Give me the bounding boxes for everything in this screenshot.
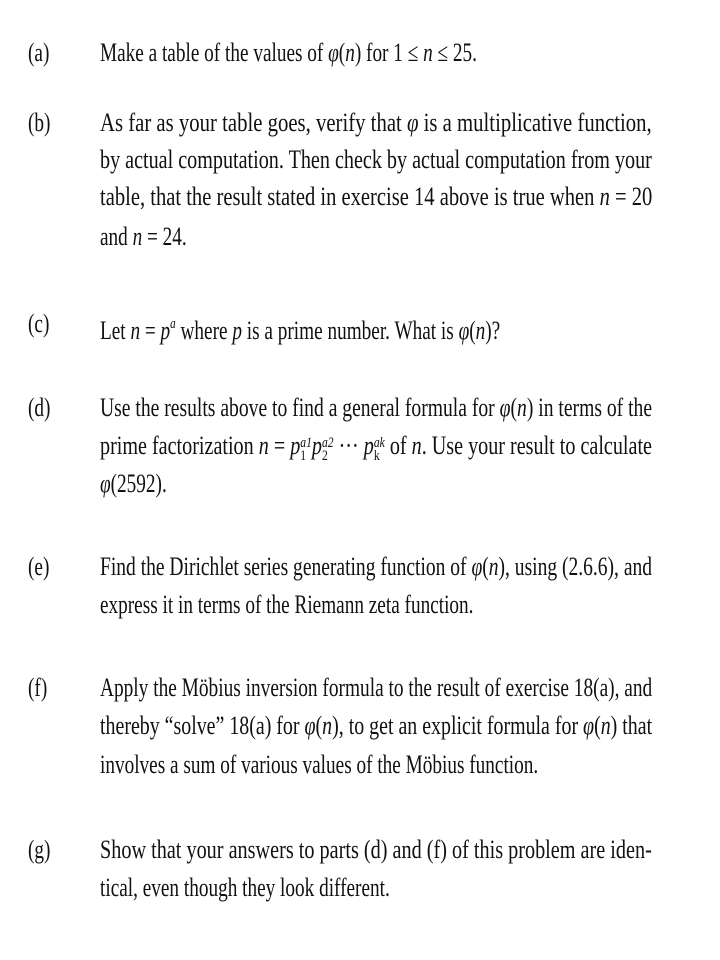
- text-run: = 24.: [142, 222, 187, 251]
- item-text-line: [100, 552, 652, 582]
- math-symbol: φ: [304, 711, 316, 740]
- text-run: ) that: [610, 711, 653, 740]
- text-run: and: [100, 222, 133, 251]
- text-run: (2592).: [110, 469, 167, 498]
- math-symbol: p: [290, 431, 301, 460]
- item-label: (d): [28, 393, 51, 422]
- item-label: (a): [28, 38, 50, 67]
- math-exponent: ak k: [373, 435, 385, 464]
- text-run: (: [469, 316, 476, 345]
- text-run: (: [510, 393, 518, 422]
- item-text-line: [100, 673, 652, 703]
- math-exponent: a1 1: [300, 435, 312, 464]
- math-symbol: n: [517, 393, 527, 422]
- text-run: Show that your answers to parts (d) and (f) of this problem are iden-: [100, 835, 652, 864]
- text-run: ≤ 25.: [432, 38, 477, 67]
- item-label: (g): [28, 835, 51, 864]
- text-run: Find the Dirichlet series generating function of: [100, 552, 472, 581]
- item-text-line: [100, 835, 652, 865]
- item-text-line: [100, 393, 652, 423]
- math-symbol: φ: [458, 316, 470, 345]
- math-symbol: n: [345, 38, 355, 67]
- math-symbol: φ: [406, 108, 419, 137]
- text-run: prime factorization: [100, 431, 259, 460]
- text-run: = 20: [609, 182, 653, 211]
- item-text-line: [100, 38, 477, 68]
- item-text-line: [100, 469, 167, 499]
- text-run: )?: [485, 316, 501, 345]
- text-run: (: [594, 711, 601, 740]
- item-text-line: [100, 750, 538, 780]
- math-symbol: n: [411, 431, 422, 460]
- item-text-line: [100, 182, 652, 212]
- text-run: ), to get an explicit formula for: [332, 711, 584, 740]
- math-symbol: n: [322, 711, 333, 740]
- item-text-line: [100, 873, 390, 903]
- item-text-line: [100, 108, 652, 138]
- math-symbol: φ: [471, 552, 483, 581]
- item-text-line: [100, 222, 187, 252]
- text-run: Let: [100, 316, 131, 345]
- math-symbol: n: [600, 711, 611, 740]
- text-run: involves a sum of various values of the Möbius function.: [100, 750, 539, 779]
- text-run: where: [175, 316, 233, 345]
- math-symbol: n: [488, 552, 499, 581]
- text-run: of: [384, 431, 412, 460]
- item-label: (b): [28, 108, 51, 137]
- text-run: table, that the result stated in exercise 14 above is true when: [100, 182, 600, 211]
- math-symbol: p: [160, 316, 171, 345]
- math-symbol: p: [311, 431, 322, 460]
- item-label: (c): [28, 309, 50, 338]
- math-symbol: n: [599, 182, 610, 211]
- item-label: (e): [28, 552, 50, 581]
- text-run: Make a table of the values of: [100, 38, 329, 67]
- text-run: tical, even though they look different.: [100, 873, 390, 902]
- text-run: ), using (2.6.6), and: [498, 552, 653, 581]
- text-run: ···: [333, 431, 364, 460]
- math-symbol: p: [363, 431, 374, 460]
- math-symbol: n: [132, 222, 143, 251]
- text-run: by actual computation. Then check by actual computation from your: [100, 145, 652, 174]
- math-symbol: n: [258, 431, 269, 460]
- text-run: As far as your table goes, verify that: [100, 108, 407, 137]
- text-run: is a multiplicative function,: [418, 108, 652, 137]
- text-run: (: [482, 552, 489, 581]
- item-text-line: [100, 145, 652, 175]
- math-symbol: a: [170, 316, 176, 332]
- text-run: Apply the Möbius inversion formula to the result of exercise 18(a), and: [100, 673, 653, 702]
- math-symbol: n: [423, 38, 433, 67]
- text-run: express it in terms of the Riemann zeta function.: [100, 590, 474, 619]
- item-text-line: [100, 711, 652, 741]
- math-exponent: a2 2: [321, 435, 334, 464]
- text-run: (: [338, 38, 346, 67]
- math-symbol: n: [130, 316, 141, 345]
- text-run: . Use your result to calculate: [421, 431, 652, 460]
- text-run: ) for 1 ≤: [354, 38, 424, 67]
- math-symbol: φ: [328, 38, 339, 67]
- item-text-line: [100, 309, 500, 346]
- text-run: (: [315, 711, 323, 740]
- math-symbol: φ: [100, 469, 111, 498]
- text-run: ) in terms of the: [526, 393, 653, 422]
- math-symbol: p: [232, 316, 242, 345]
- text-run: =: [140, 316, 161, 345]
- text-run: thereby “solve” 18(a) for: [100, 711, 305, 740]
- text-run: Use the results above to find a general formula for: [100, 393, 500, 422]
- math-symbol: φ: [583, 711, 595, 740]
- math-symbol: n: [475, 316, 486, 345]
- text-run: =: [268, 431, 291, 460]
- item-text-line: [100, 431, 652, 463]
- math-symbol: φ: [499, 393, 511, 422]
- item-text-line: [100, 590, 473, 620]
- text-run: is a prime number. What is: [241, 316, 459, 345]
- item-label: (f): [28, 673, 48, 702]
